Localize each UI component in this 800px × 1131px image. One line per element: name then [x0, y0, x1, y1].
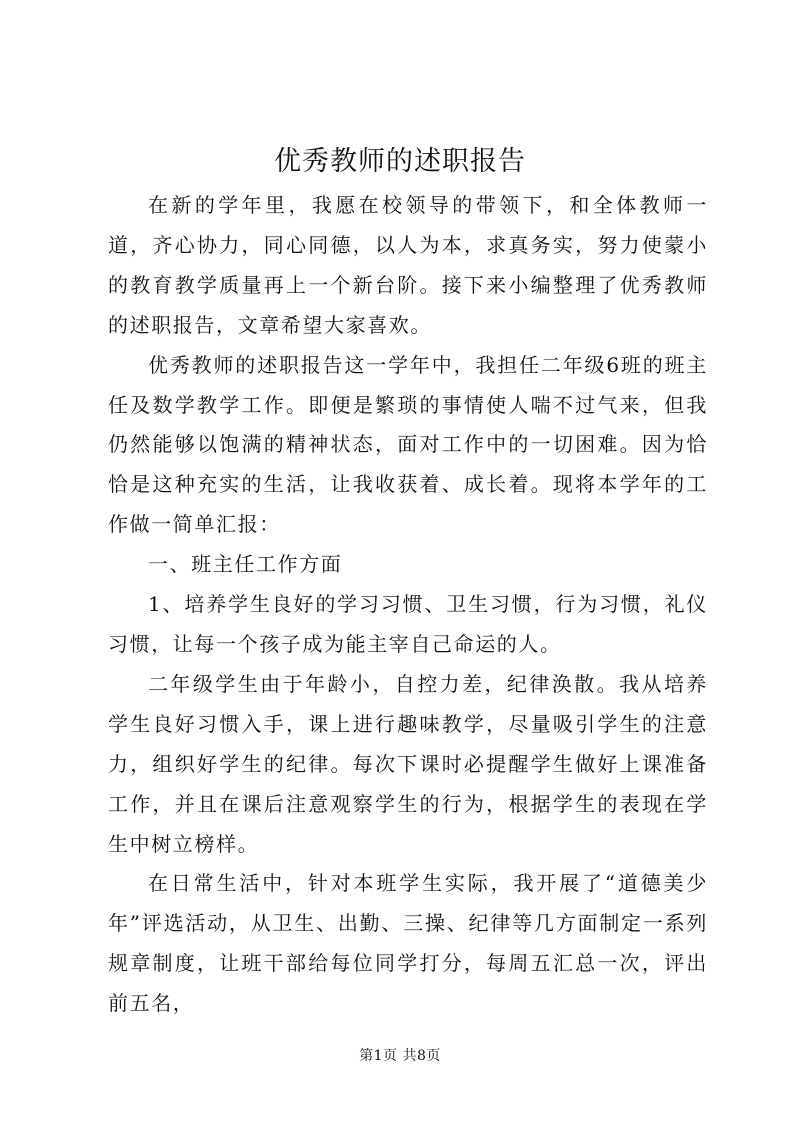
paragraph: 1、培养学生良好的学习习惯、卫生习惯，行为习惯，礼仪习惯，让每一个孩子成为能主宰自己命运的人。: [108, 592, 708, 656]
paragraph: 优秀教师的述职报告这一学年中，我担任二年级6班的班主任及数学教学工作。即便是繁琐的事情使人喘不过气来，但我仍然能够以饱满的精神状态，面对工作中的一切困难。因为恰恰是这种充实的生活，让我收获着、成长着。现将本学年的工作做一简单汇报：: [108, 352, 708, 537]
document-title: 优秀教师的述职报告: [274, 146, 526, 177]
section-heading: 一、班主任工作方面: [148, 552, 343, 577]
document-body: [108, 186, 708, 1024]
paragraph: 二年级学生由于年龄小，自控力差，纪律涣散。我从培养学生良好习惯入手，课上进行趣味教学，尽量吸引学生的注意力，组织好学生的纪律。每次下课时必提醒学生做好上课准备工作，并且在课后注意观察学生的行为，根据学生的表现在学生中树立榜样。: [108, 671, 708, 856]
page-number-footer: 第1页 共8页: [359, 1048, 441, 1064]
paragraph: 在新的学年里，我愿在校领导的带领下，和全体教师一道，齐心协力，同心同德，以人为本，求真务实，努力使蒙小的教育教学质量再上一个新台阶。接下来小编整理了优秀教师的述职报告，文章希望大家喜欢。: [108, 193, 708, 337]
paragraph: 在日常生活中，针对本班学生实际，我开展了“道德美少年”评选活动，从卫生、出勤、三操、纪律等几方面制定一系列规章制度，让班干部给每位同学打分，每周五汇总一次，评出前五名，: [108, 871, 708, 1016]
